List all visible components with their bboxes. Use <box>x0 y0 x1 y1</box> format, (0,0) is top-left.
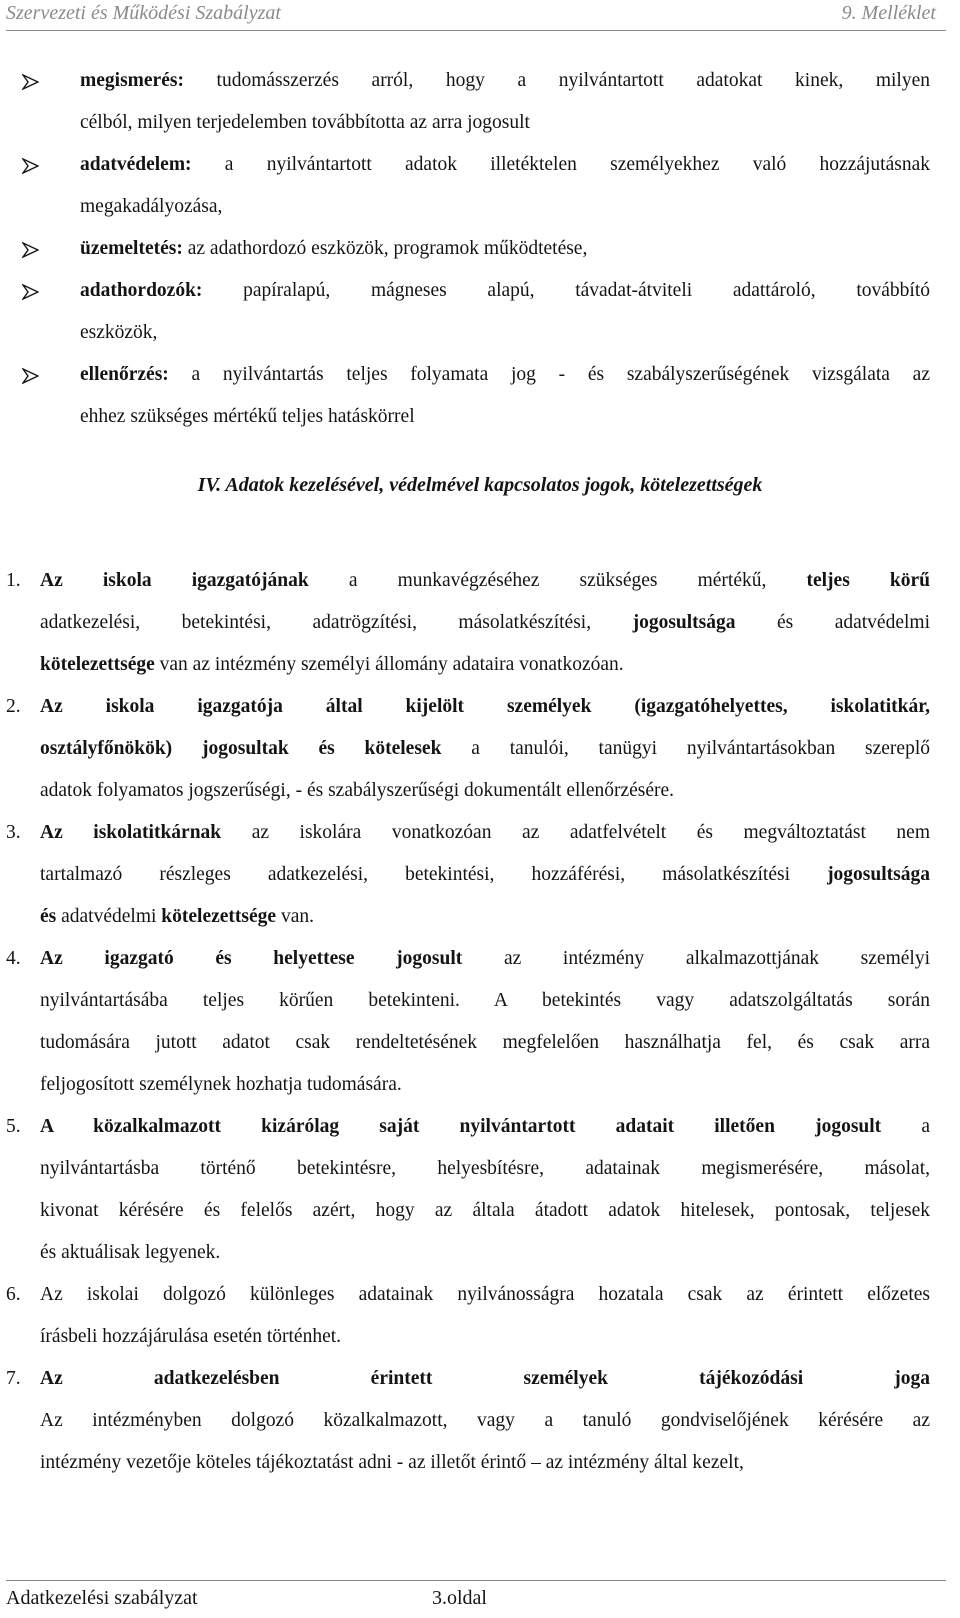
definition-text: a nyilvántartott adatok illetéktelen személyekhez való hozzájutásnak <box>191 154 930 175</box>
body-text: feljogosított személynek hozhatja tudomására. <box>40 1074 402 1095</box>
body-text: van az intézmény személyi állomány adataira vonatkozóan. <box>154 654 624 675</box>
body-text: a munkavégzéséhez szükséges mértékű, <box>308 570 807 591</box>
definition-text: a nyilvántartás teljes folyamata jog - és szabályszerűségének vizsgálata az <box>168 364 930 385</box>
body-text: adatkezelési, betekintési, adatrögzítési, másolatkészítési, <box>40 612 633 633</box>
footer-title: Adatkezelési szabályzat <box>6 1587 198 1609</box>
arrowhead-bullet-icon <box>22 242 39 258</box>
definition-line <box>80 354 930 396</box>
item-line <box>40 728 930 770</box>
body-text: a <box>881 1116 930 1137</box>
numbered-item <box>0 1274 960 1358</box>
definition-text: megakadályozása, <box>80 196 223 217</box>
arrowhead-bullet-icon <box>22 284 39 300</box>
item-line <box>40 938 930 980</box>
definition-line <box>80 396 930 438</box>
numbered-item <box>0 1106 960 1274</box>
definition-item <box>0 60 960 144</box>
body-text: írásbeli hozzájárulása esetén történhet. <box>40 1326 342 1347</box>
emphasis-text: Az iskola igazgatója által kijelölt személyek (igazgatóhelyettes, iskolatitkár, <box>40 696 930 717</box>
section-title: IV. Adatok kezelésével, védelmével kapcsolatos jogok, kötelezettségek <box>197 474 763 496</box>
arrowhead-bullet-icon <box>22 74 39 90</box>
body-text: Az iskolai dolgozó különleges adatainak nyilvánosságra hozatala csak az érintett előzetes <box>40 1284 930 1305</box>
definition-line <box>80 144 930 186</box>
item-line <box>40 1022 930 1064</box>
body-text: az intézmény alkalmazottjának személyi <box>462 948 930 969</box>
definition-line <box>80 60 930 102</box>
item-line <box>40 1106 930 1148</box>
item-line <box>40 1442 930 1484</box>
item-number: 4. <box>6 948 21 969</box>
numbered-list <box>0 560 960 1484</box>
definition-item <box>0 354 960 438</box>
numbered-item <box>0 938 960 1106</box>
item-line <box>40 1316 930 1358</box>
numbered-item <box>0 1358 960 1484</box>
item-line <box>40 1064 930 1106</box>
body-text: kivonat kérésére és felelős azért, hogy az általa átadott adatok hitelesek, pontosak, teljesek <box>40 1200 930 1221</box>
item-line <box>40 1274 930 1316</box>
page-footer <box>6 1580 946 1618</box>
definition-item <box>0 228 960 270</box>
numbered-item <box>0 812 960 938</box>
item-line <box>40 770 930 812</box>
definition-term: ellenőrzés: <box>80 364 169 385</box>
emphasis-text: Az iskolatitkárnak <box>40 822 222 843</box>
body-text: és aktuálisak legyenek. <box>40 1242 221 1263</box>
emphasis-text: Az adatkezelésben érintett személyek tájékozódási joga <box>40 1368 930 1389</box>
header-title: Szervezeti és Működési Szabályzat <box>6 2 281 24</box>
emphasis-text: kötelezettsége <box>161 906 277 927</box>
body-text: tartalmazó részleges adatkezelési, betekintési, hozzáférési, másolatkészítési <box>40 864 828 885</box>
item-number: 7. <box>6 1368 21 1389</box>
definition-item <box>0 270 960 354</box>
item-line <box>40 980 930 1022</box>
body-text: az iskolára vonatkozóan az adatfelvételt és megváltoztatást nem <box>221 822 931 843</box>
definition-line <box>80 270 930 312</box>
item-line <box>40 602 930 644</box>
item-line <box>40 1148 930 1190</box>
page-header <box>6 0 946 31</box>
item-line <box>40 1232 930 1274</box>
item-number: 3. <box>6 822 21 843</box>
item-line <box>40 644 930 686</box>
body-text: adatvédelmi <box>56 906 162 927</box>
emphasis-text: Az igazgató és helyettese jogosult <box>40 948 463 969</box>
definition-item <box>0 144 960 228</box>
emphasis-text: jogosultsága <box>827 864 930 885</box>
arrowhead-bullet-icon <box>22 158 39 174</box>
definition-term: megismerés: <box>80 70 184 91</box>
definition-term: adathordozók: <box>80 280 203 301</box>
item-number: 1. <box>6 570 21 591</box>
arrowhead-bullet-icon <box>22 368 39 384</box>
page-number: 3.oldal <box>432 1587 487 1609</box>
item-line <box>40 854 930 896</box>
item-number: 2. <box>6 696 21 717</box>
definition-line <box>80 228 930 270</box>
item-line <box>40 1358 930 1400</box>
definition-text: eszközök, <box>80 322 158 343</box>
body-text: Az intézményben dolgozó közalkalmazott, vagy a tanuló gondviselőjének kérésére az <box>40 1410 930 1431</box>
emphasis-text: teljes körű <box>806 570 930 591</box>
emphasis-text: és <box>40 906 57 927</box>
item-line <box>40 1190 930 1232</box>
definition-line <box>80 312 930 354</box>
definition-text: célból, milyen terjedelemben továbbította az arra jogosult <box>80 112 530 133</box>
emphasis-text: A közalkalmazott kizárólag saját nyilvántartott adatait illetően jogosult <box>40 1116 882 1137</box>
body-text: tudomására jutott adatot csak rendeltetésének megfelelően használhatja fel, és csak arra <box>40 1032 930 1053</box>
emphasis-text: osztályfőnökök) jogosultak és kötelesek <box>40 738 442 759</box>
numbered-item <box>0 686 960 812</box>
definition-text: az adathordozó eszközök, programok működtetése, <box>182 238 588 259</box>
definition-text: tudomásszerzés arról, hogy a nyilvántartott adatokat kinek, milyen <box>183 70 930 91</box>
item-line <box>40 686 930 728</box>
definition-line <box>80 186 930 228</box>
item-line <box>40 812 930 854</box>
definition-term: adatvédelem: <box>80 154 192 175</box>
item-line <box>40 896 930 938</box>
definition-term: üzemeltetés: <box>80 238 183 259</box>
definition-text: papíralapú, mágneses alapú, távadat-átviteli adattároló, továbbító <box>202 280 930 301</box>
emphasis-text: jogosultsága <box>632 612 736 633</box>
item-number: 6. <box>6 1284 21 1305</box>
definition-text: ehhez szükséges mértékű teljes hatáskörrel <box>80 406 415 427</box>
definition-line <box>80 102 930 144</box>
numbered-item <box>0 560 960 686</box>
emphasis-text: Az iskola igazgatójának <box>40 570 309 591</box>
body-text: nyilvántartásba történő betekintésre, helyesbítésre, adatainak megismerésére, másolat, <box>40 1158 930 1179</box>
body-text: adatok folyamatos jogszerűségi, - és szabályszerűségi dokumentált ellenőrzésére. <box>40 780 675 801</box>
item-line <box>40 560 930 602</box>
body-text: nyilvántartásába teljes körűen betekinteni. A betekintés vagy adatszolgáltatás során <box>40 990 930 1011</box>
body-text: és adatvédelmi <box>735 612 930 633</box>
header-annex: 9. Melléklet <box>841 2 936 24</box>
body-text: a tanulói, tanügyi nyilvántartásokban szereplő <box>441 738 930 759</box>
item-number: 5. <box>6 1116 21 1137</box>
definition-list <box>0 60 960 438</box>
item-line <box>40 1400 930 1442</box>
body-text: intézmény vezetője köteles tájékoztatást adni - az illetőt érintő – az intézmény által kezelt, <box>40 1452 744 1473</box>
body-text: van. <box>276 906 314 927</box>
emphasis-text: kötelezettsége <box>40 654 155 675</box>
